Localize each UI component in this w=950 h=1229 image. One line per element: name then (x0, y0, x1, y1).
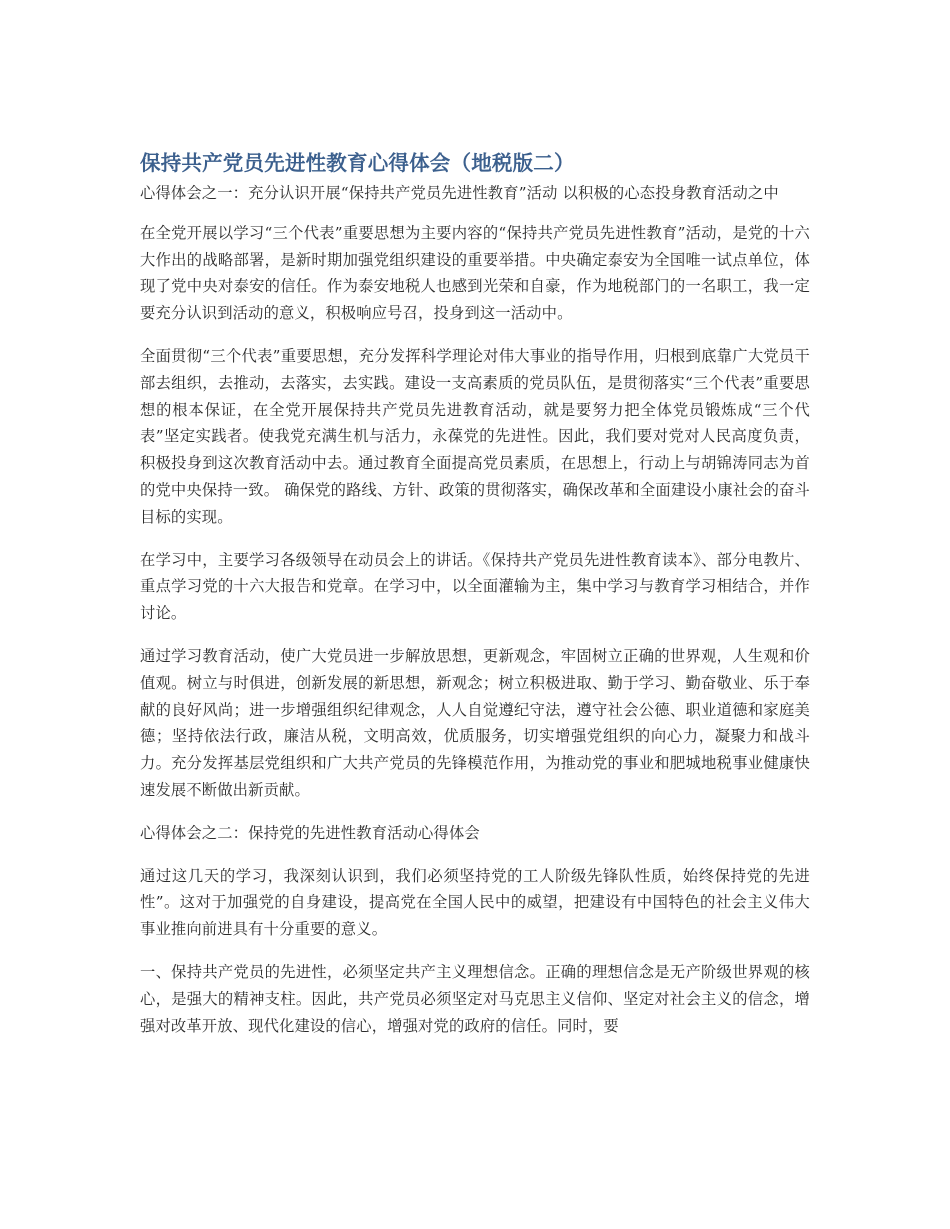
paragraph: 在学习中，主要学习各级领导在动员会上的讲话。《保持共产党员先进性教育读本》、部分电教片、重点学习党的十六大报告和党章。在学习中，以全面灌输为主，集中学习与教育学习相结合，并作讨论。 (140, 550, 810, 623)
paragraph: 通过学习教育活动，使广大党员进一步解放思想，更新观念，牢固树立正确的世界观，人生观和价值观。树立与时俱进，创新发展的新思想，新观念；树立积极进取、勤于学习、勤奋敬业、乐于奉献的良好风尚；进一步增强组织纪律观念，人人自觉遵纪守法，遵守社会公德、职业道德和家庭美德；坚持依法行政，廉洁从税，文明高效，优质服务，切实增强党组织的向心力，凝聚力和战斗力。充分发挥基层党组织和广大共产党员的先锋模范作用，为推动党的事业和肥城地税事业健康快速发展不断做出新贡献。 (140, 646, 810, 799)
document-page (140, 148, 810, 1055)
document-title: 保持共产党员先进性教育心得体会（地税版二） (140, 151, 575, 175)
paragraph: 一、保持共产党员的先进性，必须坚定共产主义理想信念。正确的理想信念是无产阶级世界观的核心，是强大的精神支柱。因此，共产党员必须坚定对马克思主义信仰、坚定对社会主义的信念，增强对改革开放、现代化建设的信心，增强对党的政府的信任。同时，要 (140, 962, 810, 1035)
paragraph: 在全党开展以学习“三个代表”重要思想为主要内容的“保持共产党员先进性教育”活动，是党的十六大作出的战略部署，是新时期加强党组织建设的重要举措。中央确定泰安为全国唯一试点单位，体现了党中央对泰安的信任。作为泰安地税人也感到光荣和自豪，作为地税部门的一名职工，我一定要充分认识到活动的意义，积极响应号召，投身到这一活动中。 (140, 223, 810, 323)
section-heading-1: 心得体会之一：充分认识开展“保持共产党员先进性教育”活动 以积极的心态投身教育活动之中 (140, 184, 779, 202)
section-heading-2: 心得体会之二：保持党的先进性教育活动心得体会 (140, 823, 480, 842)
paragraph: 全面贯彻“三个代表”重要思想，充分发挥科学理论对伟大事业的指导作用，归根到底靠广大党员干部去组织，去推动，去落实，去实践。建设一支高素质的党员队伍，是贯彻落实“三个代表”重要思想的根本保证，在全党开展保持共产党员先进教育活动，就是要努力把全体党员锻炼成“三个代表”坚定实践者。使我党充满生机与活力，永葆党的先进性。因此，我们要对党对人民高度负责，积极投身到这次教育活动中去。通过教育全面提高党员素质，在思想上，行动上与胡锦涛同志为首的党中央保持一致。 确保党的路线、方针、政策的贯彻落实，确保改革和全面建设小康社会的奋斗目标的实现。 (140, 346, 810, 526)
paragraph: 通过这几天的学习，我深刻认识到，我们必须坚持党的工人阶级先锋队性质，始终保持党的先进性”。这对于加强党的自身建设，提高党在全国人民中的威望，把建设有中国特色的社会主义伟大事业推向前进具有十分重要的意义。 (140, 866, 810, 939)
